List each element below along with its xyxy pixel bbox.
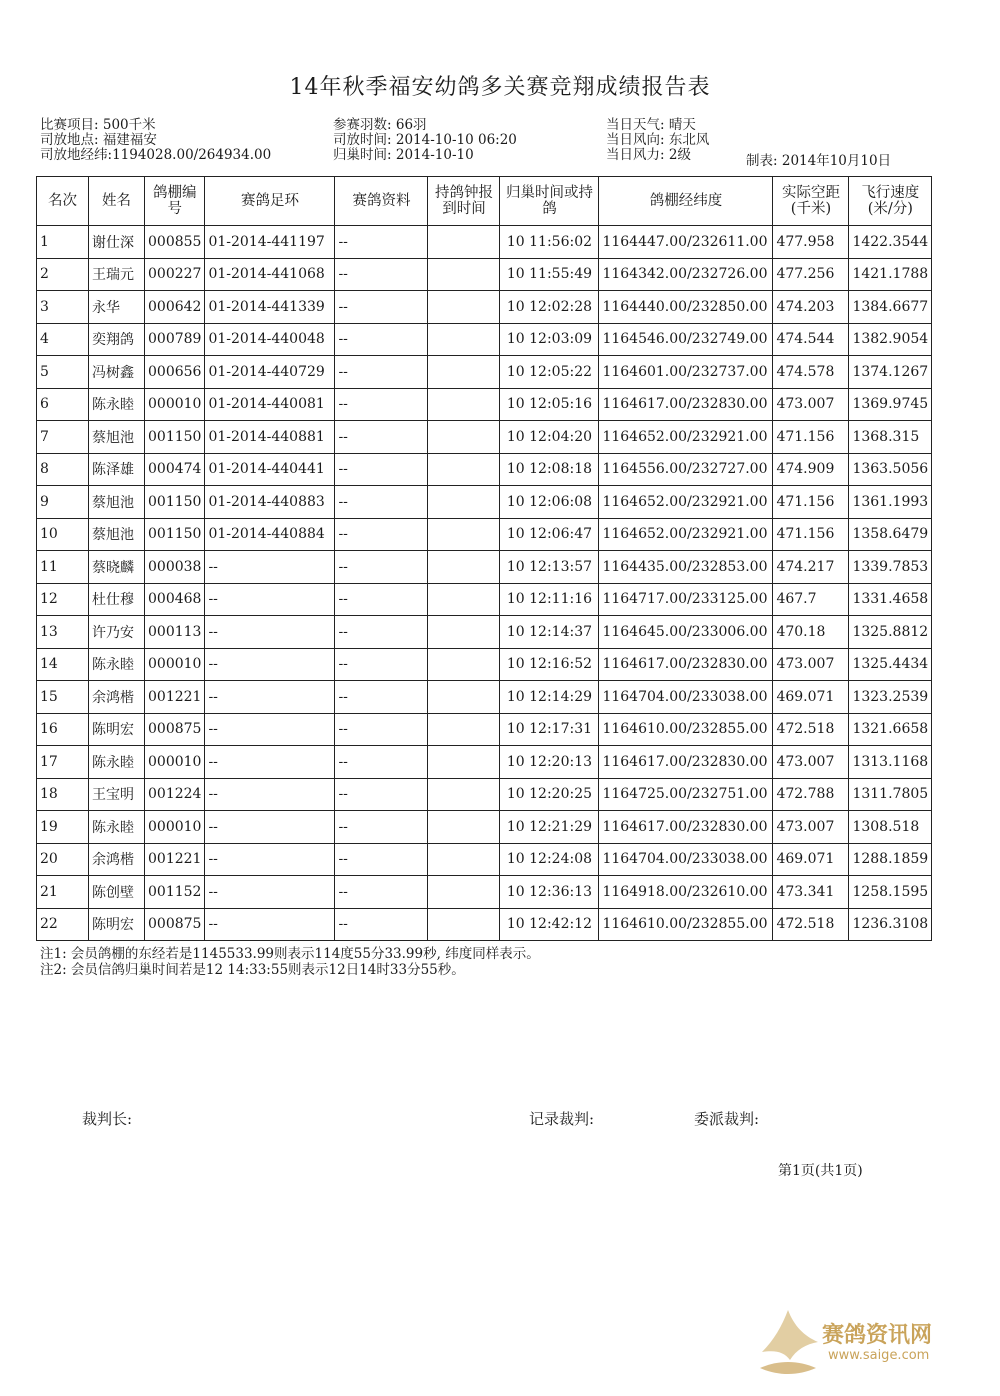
cell-rank: 9 — [37, 486, 89, 519]
cell-arrival: 10 12:14:29 — [500, 681, 599, 714]
cell-name: 余鸿楷 — [89, 843, 145, 876]
cell-coords: 1164617.00/232830.00 — [599, 648, 773, 681]
cell-loft-id: 000038 — [145, 551, 205, 584]
return-time-value: 2014-10-10 — [395, 147, 474, 163]
cell-loft-id: 000010 — [145, 648, 205, 681]
cell-loft-id: 000113 — [145, 616, 205, 649]
cell-loft-id: 000855 — [145, 226, 205, 259]
cell-name: 王宝明 — [89, 778, 145, 811]
cell-name: 冯树鑫 — [89, 356, 145, 389]
cell-loft-id: 000875 — [145, 713, 205, 746]
cell-arrival: 10 12:05:22 — [500, 356, 599, 389]
header-clock-time: 持鸽钟报到时间 — [428, 177, 500, 226]
meta-column-right — [606, 117, 892, 169]
return-time-label: 归巢时间: — [333, 147, 392, 163]
cell-ring: 01-2014-440883 — [205, 486, 335, 519]
cell-coords: 1164617.00/232830.00 — [599, 811, 773, 844]
cell-coords: 1164546.00/232749.00 — [599, 323, 773, 356]
cell-loft-id: 000010 — [145, 746, 205, 779]
cell-distance: 474.217 — [773, 551, 849, 584]
cell-coords: 1164435.00/232853.00 — [599, 551, 773, 584]
release-place-label: 司放地点: — [40, 132, 99, 148]
cell-bird-info: -- — [335, 746, 428, 779]
birds-value: 66羽 — [395, 117, 427, 133]
cell-name: 奕翔鸽 — [89, 323, 145, 356]
cell-name: 蔡旭池 — [89, 518, 145, 551]
table-header-row — [37, 177, 932, 226]
cell-arrival: 10 12:42:12 — [500, 908, 599, 941]
cell-distance: 474.578 — [773, 356, 849, 389]
cell-arrival: 10 11:56:02 — [500, 226, 599, 259]
cell-rank: 8 — [37, 453, 89, 486]
table-row — [37, 453, 932, 486]
cell-arrival: 10 12:20:25 — [500, 778, 599, 811]
cell-clock-time — [428, 583, 500, 616]
cell-ring: -- — [205, 551, 335, 584]
wind-force-value: 2级 — [668, 147, 691, 163]
cell-rank: 22 — [37, 908, 89, 941]
cell-name: 许乃安 — [89, 616, 145, 649]
cell-ring: 01-2014-441068 — [205, 258, 335, 291]
cell-distance: 472.518 — [773, 713, 849, 746]
cell-bird-info: -- — [335, 388, 428, 421]
cell-distance: 469.071 — [773, 681, 849, 714]
cell-loft-id: 001150 — [145, 486, 205, 519]
cell-name: 陈永睦 — [89, 388, 145, 421]
cell-clock-time — [428, 876, 500, 909]
cell-distance: 473.007 — [773, 811, 849, 844]
document-title: 14年秋季福安幼鸽多关赛竞翔成绩报告表 — [289, 75, 711, 100]
cell-bird-info: -- — [335, 291, 428, 324]
cell-bird-info: -- — [335, 713, 428, 746]
table-row — [37, 486, 932, 519]
cell-ring: -- — [205, 746, 335, 779]
cell-speed: 1339.7853 — [849, 551, 932, 584]
cell-clock-time — [428, 811, 500, 844]
cell-loft-id: 000010 — [145, 388, 205, 421]
cell-ring: 01-2014-440441 — [205, 453, 335, 486]
cell-ring: -- — [205, 908, 335, 941]
table-row — [37, 778, 932, 811]
cell-clock-time — [428, 778, 500, 811]
cell-coords: 1164440.00/232850.00 — [599, 291, 773, 324]
cell-bird-info: -- — [335, 876, 428, 909]
table-row — [37, 226, 932, 259]
wind-dir-value: 东北风 — [668, 132, 710, 148]
table-row — [37, 876, 932, 909]
cell-rank: 4 — [37, 323, 89, 356]
cell-coords: 1164704.00/233038.00 — [599, 843, 773, 876]
wind-dir-label: 当日风向: — [606, 132, 665, 148]
release-coord-label: 司放地经纬: — [40, 147, 113, 163]
cell-bird-info: -- — [335, 356, 428, 389]
cell-ring: -- — [205, 583, 335, 616]
cell-name: 陈永睦 — [89, 648, 145, 681]
cell-ring: 01-2014-440881 — [205, 421, 335, 454]
results-body — [37, 226, 932, 941]
cell-distance: 471.156 — [773, 421, 849, 454]
made-label: 制表: — [746, 153, 778, 169]
cell-rank: 11 — [37, 551, 89, 584]
cell-coords: 1164342.00/232726.00 — [599, 258, 773, 291]
cell-bird-info: -- — [335, 843, 428, 876]
birds-label: 参赛羽数: — [333, 117, 392, 133]
header-distance: 实际空距(千米) — [773, 177, 849, 226]
cell-distance: 473.341 — [773, 876, 849, 909]
cell-ring: -- — [205, 648, 335, 681]
cell-rank: 5 — [37, 356, 89, 389]
cell-distance: 477.256 — [773, 258, 849, 291]
cell-distance: 473.007 — [773, 388, 849, 421]
cell-distance: 474.203 — [773, 291, 849, 324]
cell-bird-info: -- — [335, 258, 428, 291]
cell-rank: 18 — [37, 778, 89, 811]
page-number: 第1页(共1页) — [778, 1163, 863, 1179]
cell-speed: 1384.6677 — [849, 291, 932, 324]
header-speed: 飞行速度(米/分) — [849, 177, 932, 226]
cell-arrival: 10 12:36:13 — [500, 876, 599, 909]
release-place-value: 福建福安 — [102, 132, 157, 148]
cell-clock-time — [428, 388, 500, 421]
cell-speed: 1258.1595 — [849, 876, 932, 909]
made-date — [746, 154, 891, 169]
cell-loft-id: 001150 — [145, 421, 205, 454]
cell-loft-id: 000010 — [145, 811, 205, 844]
cell-distance: 472.788 — [773, 778, 849, 811]
table-row — [37, 323, 932, 356]
cell-distance: 467.7 — [773, 583, 849, 616]
cell-ring: 01-2014-440081 — [205, 388, 335, 421]
cell-arrival: 10 12:06:08 — [500, 486, 599, 519]
cell-clock-time — [428, 713, 500, 746]
cell-bird-info: -- — [335, 811, 428, 844]
table-row — [37, 908, 932, 941]
cell-speed: 1374.1267 — [849, 356, 932, 389]
cell-clock-time — [428, 323, 500, 356]
watermark-url: www.saige.com — [828, 1348, 930, 1363]
table-row — [37, 583, 932, 616]
cell-speed: 1313.1168 — [849, 746, 932, 779]
cell-speed: 1363.5056 — [849, 453, 932, 486]
cell-bird-info: -- — [335, 681, 428, 714]
watermark-name: 赛鸽资讯网 — [822, 1322, 933, 1348]
cell-distance: 474.909 — [773, 453, 849, 486]
appointed-judge-label: 委派裁判: — [694, 1110, 760, 1128]
header-bird-info: 赛鸽资料 — [335, 177, 428, 226]
cell-speed: 1311.7805 — [849, 778, 932, 811]
cell-rank: 15 — [37, 681, 89, 714]
event-label: 比赛项目: — [40, 117, 99, 133]
footnotes — [40, 946, 540, 978]
cell-coords: 1164652.00/232921.00 — [599, 486, 773, 519]
cell-bird-info: -- — [335, 226, 428, 259]
cell-clock-time — [428, 551, 500, 584]
cell-distance: 472.518 — [773, 908, 849, 941]
table-row — [37, 258, 932, 291]
cell-rank: 6 — [37, 388, 89, 421]
cell-name: 陈创壁 — [89, 876, 145, 909]
cell-bird-info: -- — [335, 518, 428, 551]
cell-name: 蔡旭池 — [89, 421, 145, 454]
recorder-judge-label: 记录裁判: — [529, 1110, 595, 1128]
table-row — [37, 551, 932, 584]
cell-rank: 10 — [37, 518, 89, 551]
cell-clock-time — [428, 616, 500, 649]
watermark-logo — [752, 1306, 992, 1390]
release-time-value: 2014-10-10 06:20 — [395, 132, 517, 148]
cell-distance: 471.156 — [773, 486, 849, 519]
cell-ring: -- — [205, 778, 335, 811]
cell-rank: 2 — [37, 258, 89, 291]
cell-loft-id: 000875 — [145, 908, 205, 941]
cell-speed: 1236.3108 — [849, 908, 932, 941]
header-coords: 鸽棚经纬度 — [599, 177, 773, 226]
cell-bird-info: -- — [335, 486, 428, 519]
cell-arrival: 10 12:20:13 — [500, 746, 599, 779]
cell-arrival: 10 12:14:37 — [500, 616, 599, 649]
cell-name: 陈永睦 — [89, 811, 145, 844]
table-row — [37, 713, 932, 746]
cell-arrival: 10 12:02:28 — [500, 291, 599, 324]
cell-speed: 1325.8812 — [849, 616, 932, 649]
cell-clock-time — [428, 421, 500, 454]
cell-rank: 21 — [37, 876, 89, 909]
cell-bird-info: -- — [335, 616, 428, 649]
cell-coords: 1164717.00/233125.00 — [599, 583, 773, 616]
cell-coords: 1164652.00/232921.00 — [599, 421, 773, 454]
cell-name: 陈明宏 — [89, 713, 145, 746]
table-row — [37, 811, 932, 844]
cell-clock-time — [428, 746, 500, 779]
cell-rank: 16 — [37, 713, 89, 746]
cell-speed: 1323.2539 — [849, 681, 932, 714]
cell-name: 余鸿楷 — [89, 681, 145, 714]
cell-ring: 01-2014-441339 — [205, 291, 335, 324]
wind-force-label: 当日风力: — [606, 147, 665, 163]
cell-speed: 1382.9054 — [849, 323, 932, 356]
cell-arrival: 10 12:13:57 — [500, 551, 599, 584]
table-row — [37, 843, 932, 876]
cell-rank: 20 — [37, 843, 89, 876]
cell-speed: 1369.9745 — [849, 388, 932, 421]
cell-speed: 1308.518 — [849, 811, 932, 844]
cell-coords: 1164447.00/232611.00 — [599, 226, 773, 259]
cell-distance: 473.007 — [773, 746, 849, 779]
table-row — [37, 388, 932, 421]
cell-name: 谢仕深 — [89, 226, 145, 259]
cell-bird-info: -- — [335, 908, 428, 941]
table-row — [37, 681, 932, 714]
cell-coords: 1164610.00/232855.00 — [599, 908, 773, 941]
cell-ring: -- — [205, 876, 335, 909]
made-value: 2014年10月10日 — [781, 153, 892, 169]
weather-label: 当日天气: — [606, 117, 665, 133]
cell-ring: -- — [205, 811, 335, 844]
cell-rank: 14 — [37, 648, 89, 681]
cell-coords: 1164725.00/232751.00 — [599, 778, 773, 811]
table-row — [37, 356, 932, 389]
cell-speed: 1325.4434 — [849, 648, 932, 681]
header-name: 姓名 — [89, 177, 145, 226]
cell-clock-time — [428, 518, 500, 551]
cell-coords: 1164645.00/233006.00 — [599, 616, 773, 649]
cell-coords: 1164704.00/233038.00 — [599, 681, 773, 714]
cell-speed: 1331.4658 — [849, 583, 932, 616]
cell-clock-time — [428, 356, 500, 389]
cell-arrival: 10 12:16:52 — [500, 648, 599, 681]
cell-ring: -- — [205, 616, 335, 649]
cell-speed: 1422.3544 — [849, 226, 932, 259]
cell-clock-time — [428, 226, 500, 259]
header-rank: 名次 — [37, 177, 89, 226]
cell-speed: 1421.1788 — [849, 258, 932, 291]
cell-bird-info: -- — [335, 323, 428, 356]
cell-loft-id: 001150 — [145, 518, 205, 551]
cell-loft-id: 001221 — [145, 681, 205, 714]
cell-loft-id: 000642 — [145, 291, 205, 324]
cell-distance: 471.156 — [773, 518, 849, 551]
cell-arrival: 10 12:06:47 — [500, 518, 599, 551]
cell-ring: 01-2014-440048 — [205, 323, 335, 356]
cell-name: 蔡晓麟 — [89, 551, 145, 584]
cell-clock-time — [428, 648, 500, 681]
cell-clock-time — [428, 486, 500, 519]
cell-rank: 3 — [37, 291, 89, 324]
table-row — [37, 746, 932, 779]
cell-coords: 1164610.00/232855.00 — [599, 713, 773, 746]
table-row — [37, 421, 932, 454]
cell-loft-id: 000656 — [145, 356, 205, 389]
header-ring: 赛鸽足环 — [205, 177, 335, 226]
cell-ring: -- — [205, 713, 335, 746]
cell-distance: 470.18 — [773, 616, 849, 649]
cell-arrival: 10 12:03:09 — [500, 323, 599, 356]
cell-coords: 1164617.00/232830.00 — [599, 746, 773, 779]
cell-arrival: 10 12:17:31 — [500, 713, 599, 746]
cell-name: 陈泽雄 — [89, 453, 145, 486]
cell-clock-time — [428, 843, 500, 876]
cell-clock-time — [428, 258, 500, 291]
cell-clock-time — [428, 681, 500, 714]
pigeon-logo-icon — [752, 1306, 824, 1386]
cell-distance: 474.544 — [773, 323, 849, 356]
cell-speed: 1368.315 — [849, 421, 932, 454]
cell-bird-info: -- — [335, 453, 428, 486]
table-row — [37, 648, 932, 681]
cell-speed: 1321.6658 — [849, 713, 932, 746]
weather-value: 晴天 — [668, 117, 696, 133]
footnote-1: 注1: 会员鸽棚的东经若是1145533.99则表示114度55分33.99秒, 纬度同样表示。 — [40, 946, 540, 962]
cell-arrival: 10 12:24:08 — [500, 843, 599, 876]
cell-ring: 01-2014-441197 — [205, 226, 335, 259]
cell-ring: -- — [205, 843, 335, 876]
cell-ring: 01-2014-440729 — [205, 356, 335, 389]
chief-judge-label: 裁判长: — [82, 1110, 133, 1128]
cell-rank: 19 — [37, 811, 89, 844]
release-coord-value: 1194028.00/264934.00 — [112, 147, 272, 163]
cell-arrival: 10 12:08:18 — [500, 453, 599, 486]
header-loft-id: 鸽棚编号 — [145, 177, 205, 226]
cell-coords: 1164617.00/232830.00 — [599, 388, 773, 421]
cell-clock-time — [428, 291, 500, 324]
cell-coords: 1164652.00/232921.00 — [599, 518, 773, 551]
cell-arrival: 10 11:55:49 — [500, 258, 599, 291]
cell-name: 陈永睦 — [89, 746, 145, 779]
cell-rank: 1 — [37, 226, 89, 259]
cell-rank: 7 — [37, 421, 89, 454]
cell-arrival: 10 12:04:20 — [500, 421, 599, 454]
header-arrival: 归巢时间或持鸽 — [500, 177, 599, 226]
cell-arrival: 10 12:21:29 — [500, 811, 599, 844]
cell-arrival: 10 12:05:16 — [500, 388, 599, 421]
cell-coords: 1164556.00/232727.00 — [599, 453, 773, 486]
cell-bird-info: -- — [335, 551, 428, 584]
cell-rank: 13 — [37, 616, 89, 649]
cell-bird-info: -- — [335, 421, 428, 454]
meta-column-left — [40, 118, 271, 163]
cell-loft-id: 000789 — [145, 323, 205, 356]
cell-distance: 477.958 — [773, 226, 849, 259]
results-table — [36, 176, 932, 941]
cell-name: 永华 — [89, 291, 145, 324]
cell-rank: 12 — [37, 583, 89, 616]
cell-ring: 01-2014-440884 — [205, 518, 335, 551]
cell-arrival: 10 12:11:16 — [500, 583, 599, 616]
cell-speed: 1358.6479 — [849, 518, 932, 551]
cell-bird-info: -- — [335, 583, 428, 616]
cell-name: 杜仕穆 — [89, 583, 145, 616]
cell-loft-id: 000474 — [145, 453, 205, 486]
cell-coords: 1164918.00/232610.00 — [599, 876, 773, 909]
cell-bird-info: -- — [335, 648, 428, 681]
cell-name: 陈明宏 — [89, 908, 145, 941]
cell-loft-id: 000227 — [145, 258, 205, 291]
cell-name: 蔡旭池 — [89, 486, 145, 519]
cell-speed: 1361.1993 — [849, 486, 932, 519]
release-time-label: 司放时间: — [333, 132, 392, 148]
cell-clock-time — [428, 453, 500, 486]
cell-ring: -- — [205, 681, 335, 714]
cell-distance: 473.007 — [773, 648, 849, 681]
table-row — [37, 616, 932, 649]
event-value: 500千米 — [102, 117, 156, 133]
cell-distance: 469.071 — [773, 843, 849, 876]
table-row — [37, 291, 932, 324]
cell-loft-id: 001224 — [145, 778, 205, 811]
cell-loft-id: 001221 — [145, 843, 205, 876]
cell-speed: 1288.1859 — [849, 843, 932, 876]
table-row — [37, 518, 932, 551]
cell-clock-time — [428, 908, 500, 941]
meta-column-middle — [333, 118, 517, 163]
cell-loft-id: 000468 — [145, 583, 205, 616]
cell-rank: 17 — [37, 746, 89, 779]
cell-name: 王瑞元 — [89, 258, 145, 291]
cell-bird-info: -- — [335, 778, 428, 811]
cell-coords: 1164601.00/232737.00 — [599, 356, 773, 389]
cell-loft-id: 001152 — [145, 876, 205, 909]
footnote-2: 注2: 会员信鸽归巢时间若是12 14:33:55则表示12日14时33分55秒。 — [40, 962, 465, 978]
